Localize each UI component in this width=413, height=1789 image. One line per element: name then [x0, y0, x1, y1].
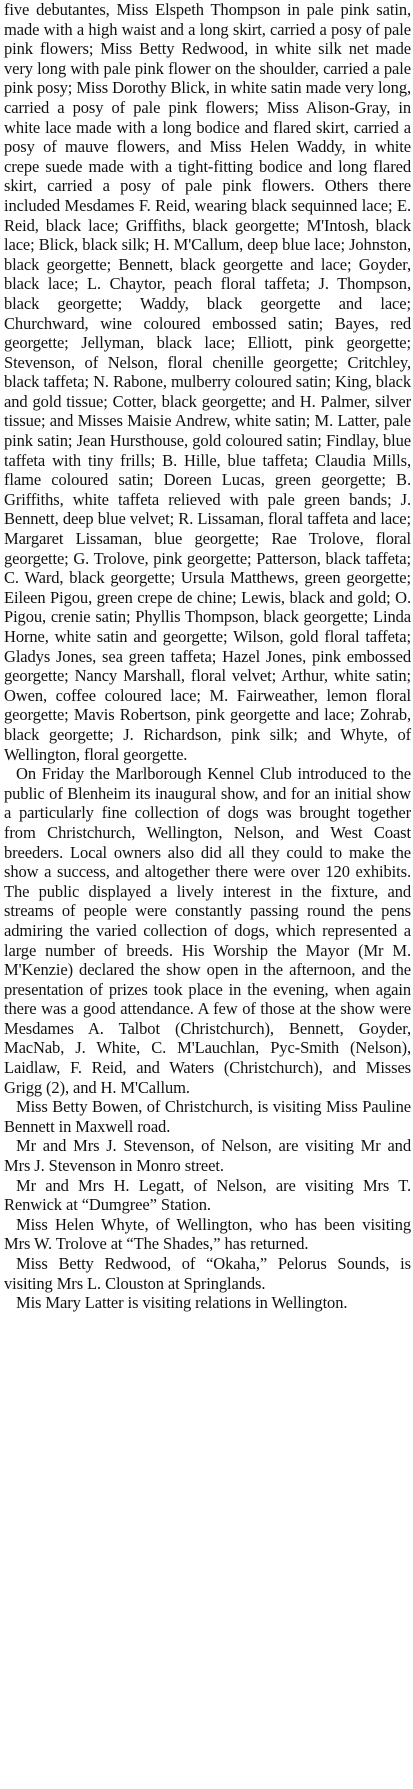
paragraph-legatt: Mr and Mrs H. Legatt, of Nelson, are visiting Mrs T. Renwick at “Dumgree” Station. [4, 1175, 411, 1215]
paragraph-mary-latter: Mis Mary Latter is visiting relations in Wellington. [16, 1293, 348, 1313]
paragraph-debutantes: five debutantes, Miss Elspeth Thompson in pale pink satin, made with a high waist and a long skirt, carried a posy of pale pink flowers; Miss Betty Redwood, in white silk net made very long with pale pink flower on the shoulder, carried a pale pink posy; Miss Dorothy Blick, in white satin made very long, carried a posy of pale pink flowers; Miss Alison-Gray, in white lace made with a long bodice and flared skirt, carried a posy of mauve flowers, and Miss Helen Waddy, in white crepe suede made with a tight-fitting bodice and long flared skirt, carried a posy of pale pink flowers. Others there included Mesdames F. Reid, wearing black sequinned lace; E. Reid, black lace; Griffiths, black georgette; M'Intosh, black lace; Blick, black silk; H. M'Callum, deep blue lace; Johnston, black georgette; Bennett, black georgette and lace; Goyder, black lace; L. Chaytor, peach floral taffeta; J. Thompson, black georgette; Waddy, black georgette and lace; Churchward, wine coloured embossed satin; Bayes, red georgette; Jellyman, black lace; Elliott, pink georgette; Stevenson, of Nelson, floral chenille georgette; Critchley, black taffeta; N. Rabone, mulberry coloured satin; King, black and gold tissue; Cotter, black georgette; and H. Palmer, silver tissue; and Misses Maisie Andrew, white satin; M. Latter, pale pink satin; Jean Hursthouse, gold coloured satin; Findlay, blue taffeta with tiny frills; B. Hille, blue taffeta; Claudia Mills, flame coloured satin; Doreen Lucas, green georgette; B. Griffiths, white taffeta relieved with pale green bands; J. Bennett, deep blue velvet; R. Lissaman, floral taffeta and lace; Margaret Lissaman, blue georgette; Rae Trolove, floral georgette; G. Trolove, pink georgette; Patterson, black taffeta; C. Ward, black georgette; Ursula Matthews, green georgette; Eileen Pigou, green crepe de chine; Lewis, black and gold; O. Pigou, crenie satin; Phyllis Thompson, black georgette; Linda Horne, white satin and georgette; Wilson, gold floral taffeta; Gladys Jones, sea green taffeta; Hazel Jones, pink embossed georgette; Nancy Marshall, floral velvet; Arthur, white satin; Owen, coffee coloured lace; M. Fairweather, lemon floral georgette; Mavis Robertson, pink georgette and lace; Zohrab, black georgette; J. Richardson, pink silk; and Whyte, of Wellington, floral georgette. [4, 0, 411, 764]
paragraph-betty-bowen: Miss Betty Bowen, of Christchurch, is visiting Miss Pauline Bennett in Maxwell road. [4, 1097, 411, 1136]
paragraph-stevenson: Mr and Mrs J. Stevenson, of Nelson, are visiting Mr and Mrs J. Stevenson in Monro street. [4, 1136, 411, 1176]
paragraph-helen-whyte: Miss Helen Whyte, of Wellington, who has been visiting Mrs W. Trolove at “The Shades,” has returned. [4, 1214, 411, 1254]
paragraph-kennel-club: On Friday the Marlborough Kennel Club introduced to the public of Blenheim its inaugural show, and for an initial show a particularly fine collection of dogs was brought together from Christchurch, Wellington, Nelson, and West Coast breeders. Local owners also did all they could to make the show a success, and altogether there were over 120 exhibits. The public displayed a lively interest in the fixture, and streams of people were constantly passing round the pens admiring the varied collection of dogs, which represented a large number of breeds. His Worship the Mayor (Mr M. M'Kenzie) declared the show open in the afternoon, and the presentation of prizes took place in the evening, when again there was a good attendance. A few of those at the show were Mesdames A. Talbot (Christchurch), Bennett, Goyder, MacNab, J. White, C. M'Lauchlan, Pyc-Smith (Nelson), Laidlaw, F. Reid, and Waters (Christchurch), and Misses Grigg (2), and H. M'Callum. [4, 764, 411, 1097]
paragraph-betty-redwood: Miss Betty Redwood, of “Okaha,” Pelorus Sounds, is visiting Mrs L. Clouston at Springlands. [4, 1254, 411, 1293]
